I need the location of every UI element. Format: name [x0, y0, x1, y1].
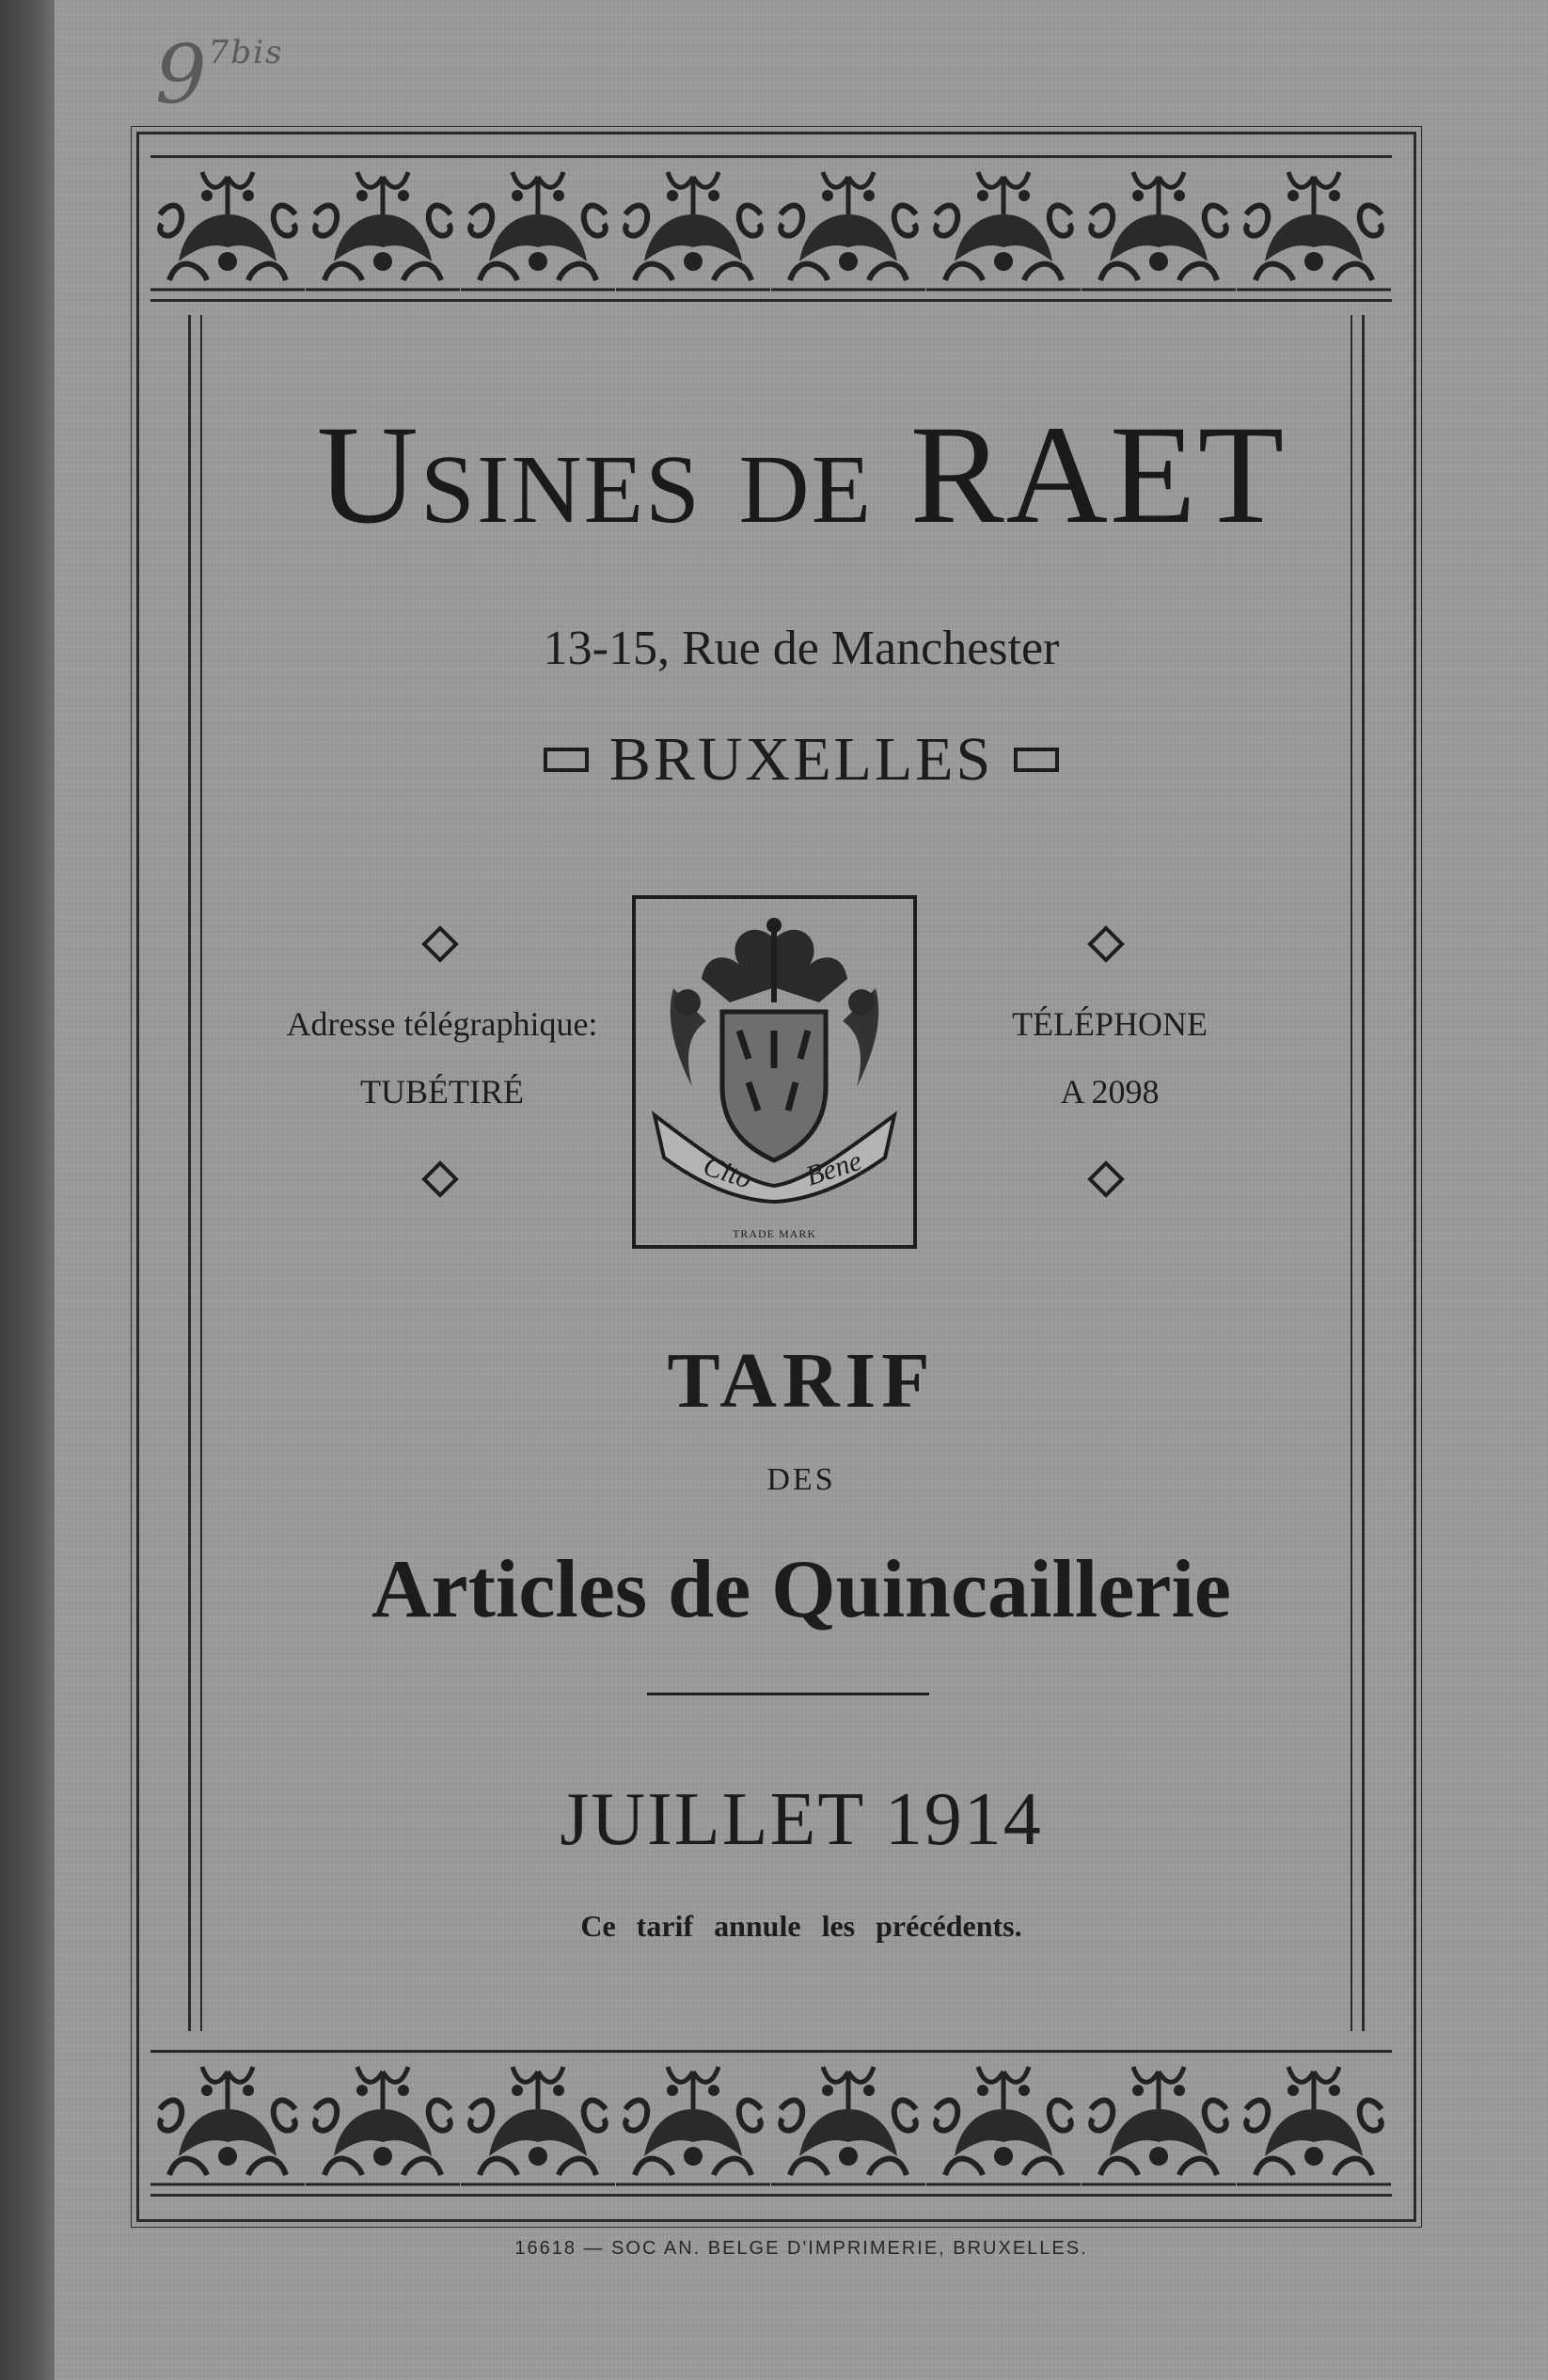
motto-right: Bene — [801, 1144, 866, 1192]
trade-mark-caption: TRADE MARK — [732, 1227, 816, 1240]
company-title: USINES DE RAET — [316, 397, 1287, 553]
handwritten-shelfmark: $9^{7bis}$ — [155, 28, 284, 122]
des-word: DES — [766, 1462, 836, 1497]
edition-date: JUILLET 1914 — [560, 1778, 1043, 1861]
telegraph-label: Adresse télégraphique: — [286, 1005, 598, 1043]
divider-rule — [647, 1693, 929, 1695]
phone-label: TÉLÉPHONE — [1012, 1005, 1208, 1043]
floral-ornament-icon — [150, 2053, 1392, 2194]
ornament-band-top — [150, 155, 1392, 302]
street-address: 13-15, Rue de Manchester — [543, 622, 1060, 675]
city-line: BRUXELLES — [55, 724, 1548, 796]
motto-left: Cito — [699, 1150, 756, 1195]
supersedes-note: Ce tarif annule les précédents. — [580, 1909, 1022, 1943]
printer-imprint: 16618 — SOC AN. BELGE D'IMPRIMERIE, BRUXELLES. — [514, 2238, 1088, 2259]
ornament-band-bottom — [150, 2050, 1392, 2197]
articles-heading: Articles de Quincaillerie — [371, 1544, 1231, 1635]
floral-ornament-icon — [150, 158, 1392, 299]
telegraph-value: TUBÉTIRÉ — [360, 1073, 524, 1111]
coat-of-arms-icon — [636, 899, 913, 1245]
tarif-heading: TARIF — [667, 1337, 936, 1425]
book-spine — [0, 0, 55, 2380]
rectangle-ornament-icon — [544, 748, 589, 772]
rectangle-ornament-icon — [1014, 748, 1059, 772]
phone-value: A 2098 — [1060, 1073, 1160, 1111]
trade-mark-emblem — [632, 895, 917, 1249]
